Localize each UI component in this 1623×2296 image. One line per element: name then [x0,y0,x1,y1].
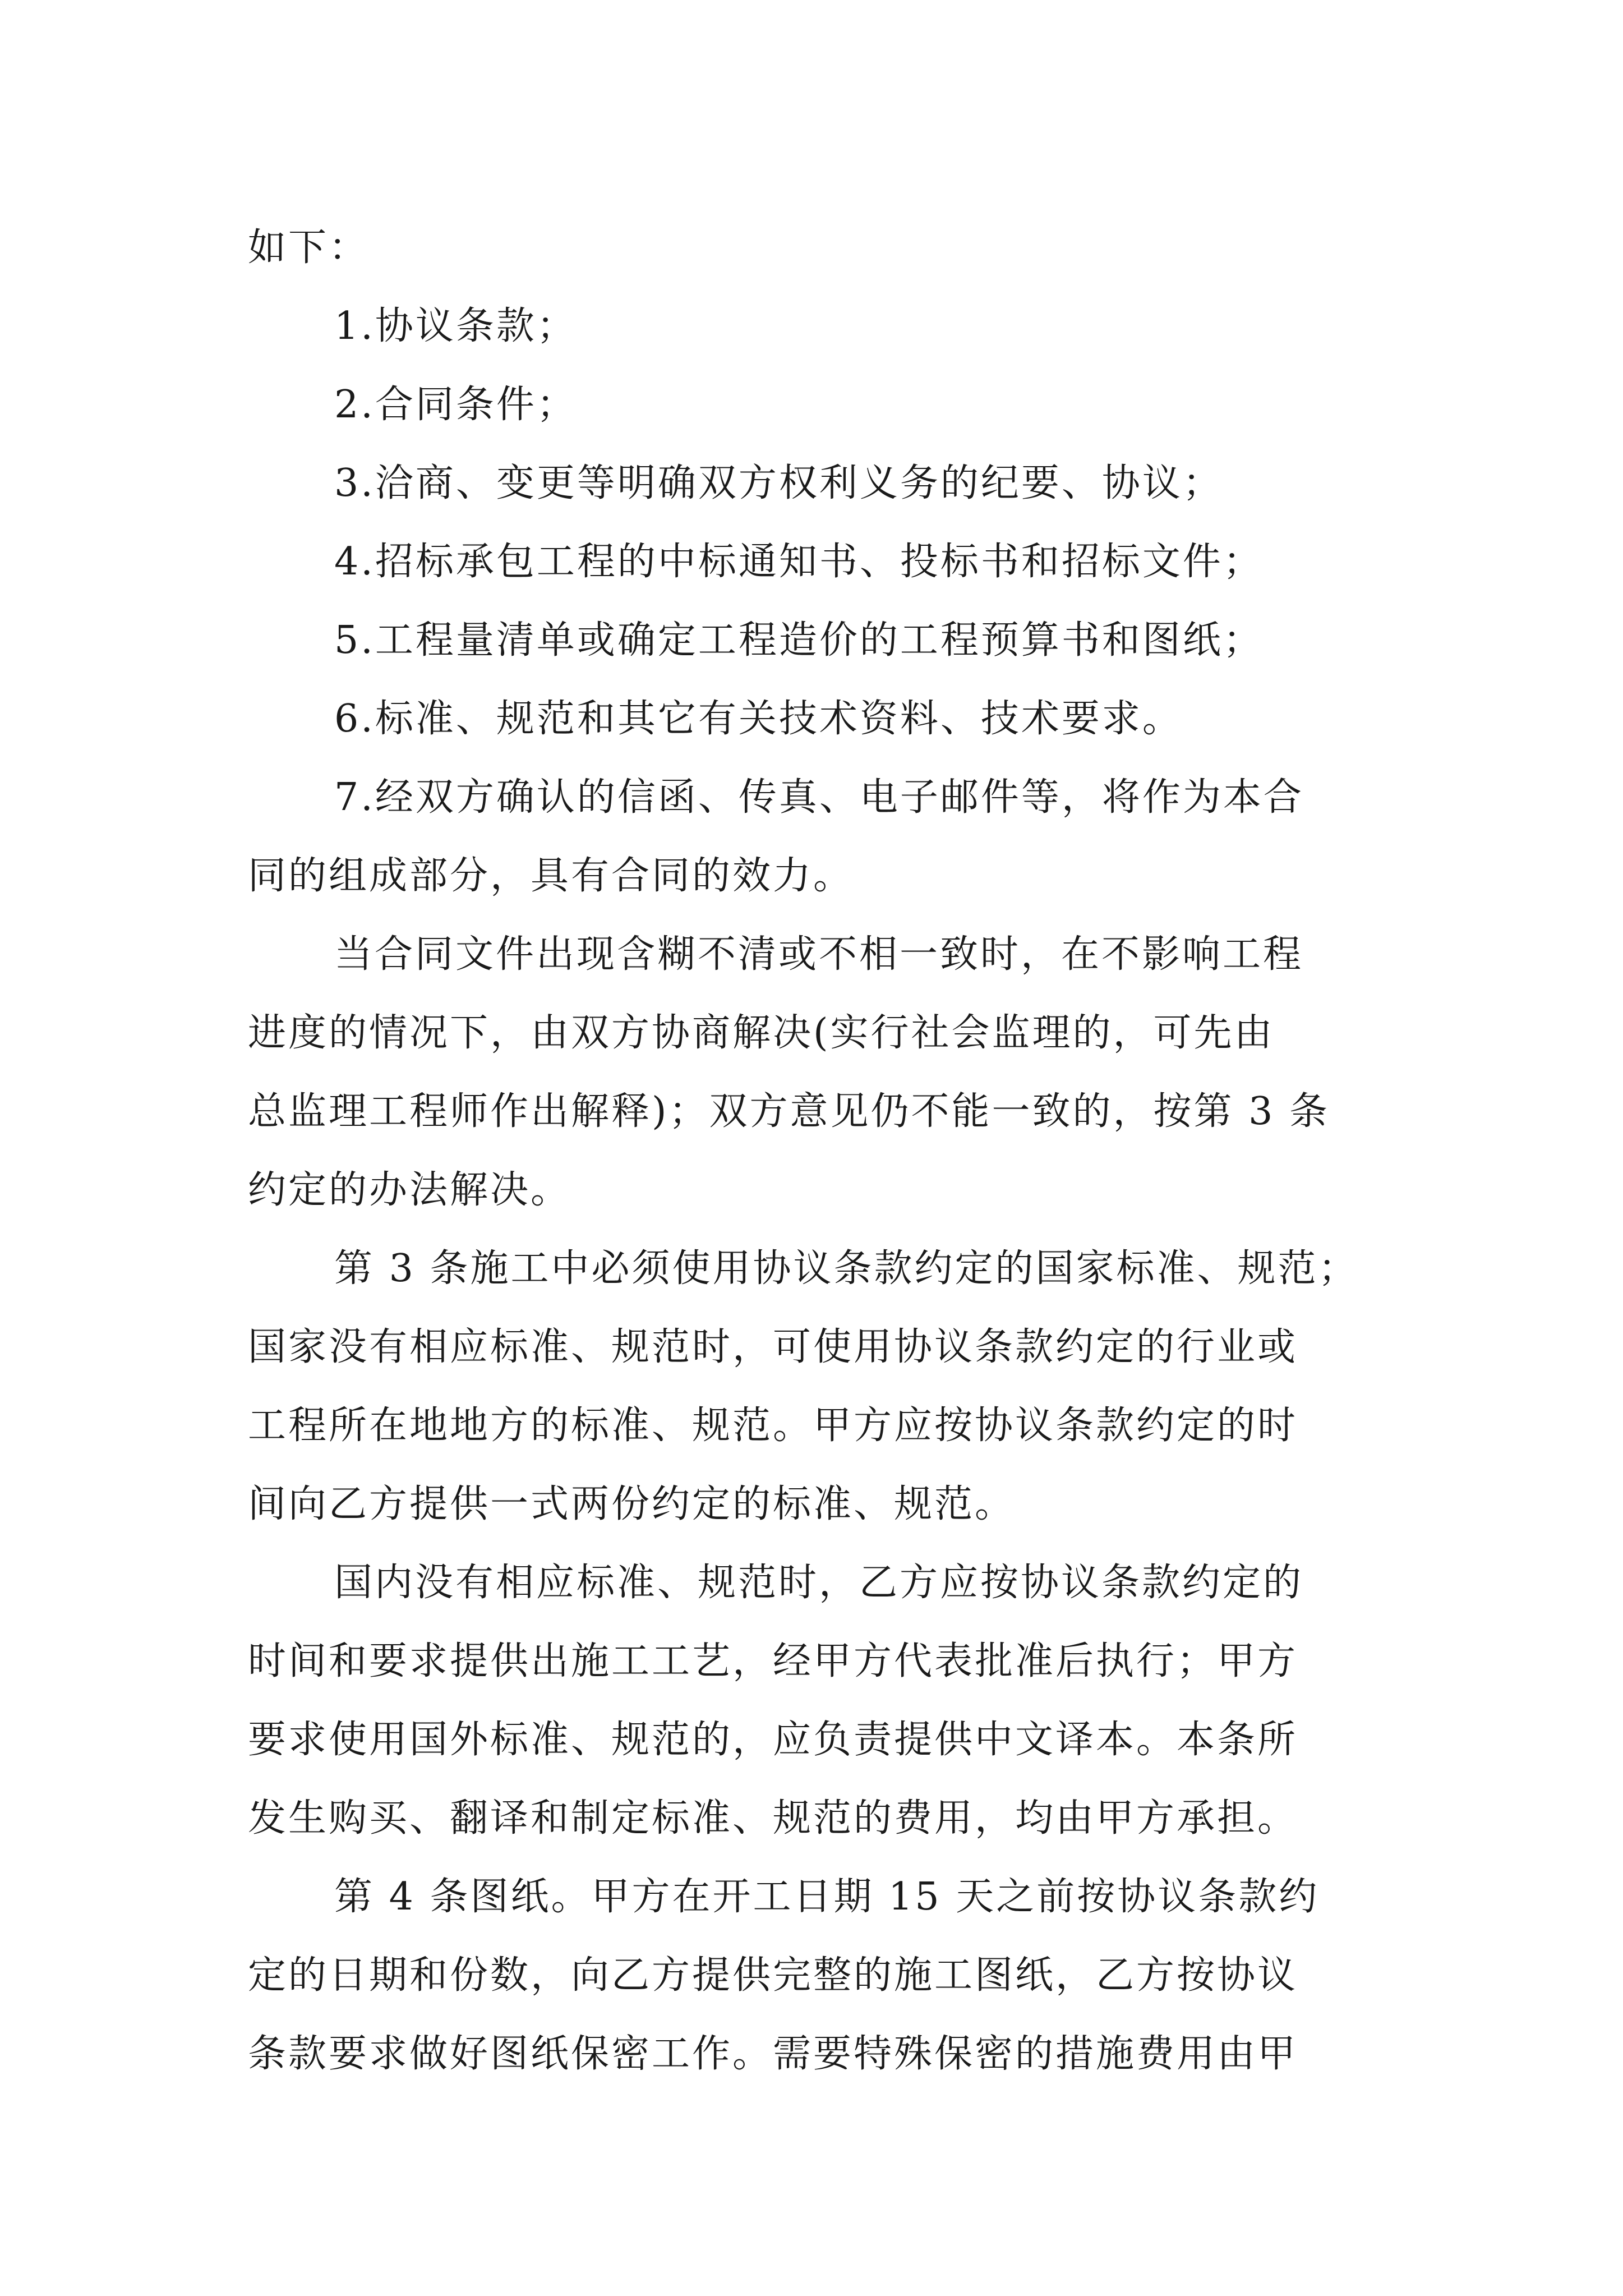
paragraph-start: 当合同文件出现含糊不清或不相一致时，在不影响工程 [334,932,1304,977]
text-line: 国家没有相应标准、规范时，可使用协议条款约定的行业或 [248,1325,1298,1369]
paragraph-start: 第 4 条图纸。甲方在开工日期 15 天之前按协议条款约 [334,1875,1320,1919]
list-item: 4.招标承包工程的中标通知书、投标书和招标文件； [334,540,1264,584]
text-line: 总监理工程师作出解释)；双方意见仍不能一致的，按第 3 条 [248,1089,1330,1134]
text-line: 条款要求做好图纸保密工作。需要特殊保密的措施费用由甲 [248,2032,1298,2076]
text-line: 定的日期和份数，向乙方提供完整的施工图纸，乙方按协议 [248,1953,1298,1998]
text-line: 进度的情况下，由双方协商解决(实行社会监理的，可先由 [248,1011,1275,1055]
text-line: 约定的办法解决。 [248,1168,571,1212]
list-item: 1.协议条款； [334,304,577,348]
list-item: 6.标准、规范和其它有关技术资料、技术要求。 [334,697,1183,741]
text-line: 要求使用国外标准、规范的，应负责提供中文译本。本条所 [248,1718,1298,1762]
list-item: 7.经双方确认的信函、传真、电子邮件等，将作为本合 [334,775,1304,820]
document-body [248,209,1381,2093]
text-line: 工程所在地地方的标准、规范。甲方应按协议条款约定的时 [248,1404,1298,1448]
text-line: 如下： [248,226,370,270]
list-item: 5.工程量清单或确定工程造价的工程预算书和图纸； [334,618,1264,662]
text-line: 发生购买、翻译和制定标准、规范的费用，均由甲方承担。 [248,1796,1298,1841]
list-item: 3.洽商、变更等明确双方权利义务的纪要、协议； [334,461,1223,505]
list-item: 2.合同条件； [334,383,577,427]
text-line: 同的组成部分，具有合同的效力。 [248,854,854,898]
text-line: 间向乙方提供一式两份约定的标准、规范。 [248,1482,1016,1526]
paragraph-start: 国内没有相应标准、规范时，乙方应按协议条款约定的 [334,1561,1304,1605]
paragraph-start: 第 3 条施工中必须使用协议条款约定的国家标准、规范； [334,1246,1359,1291]
text-line: 时间和要求提供出施工工艺，经甲方代表批准后执行；甲方 [248,1639,1298,1683]
